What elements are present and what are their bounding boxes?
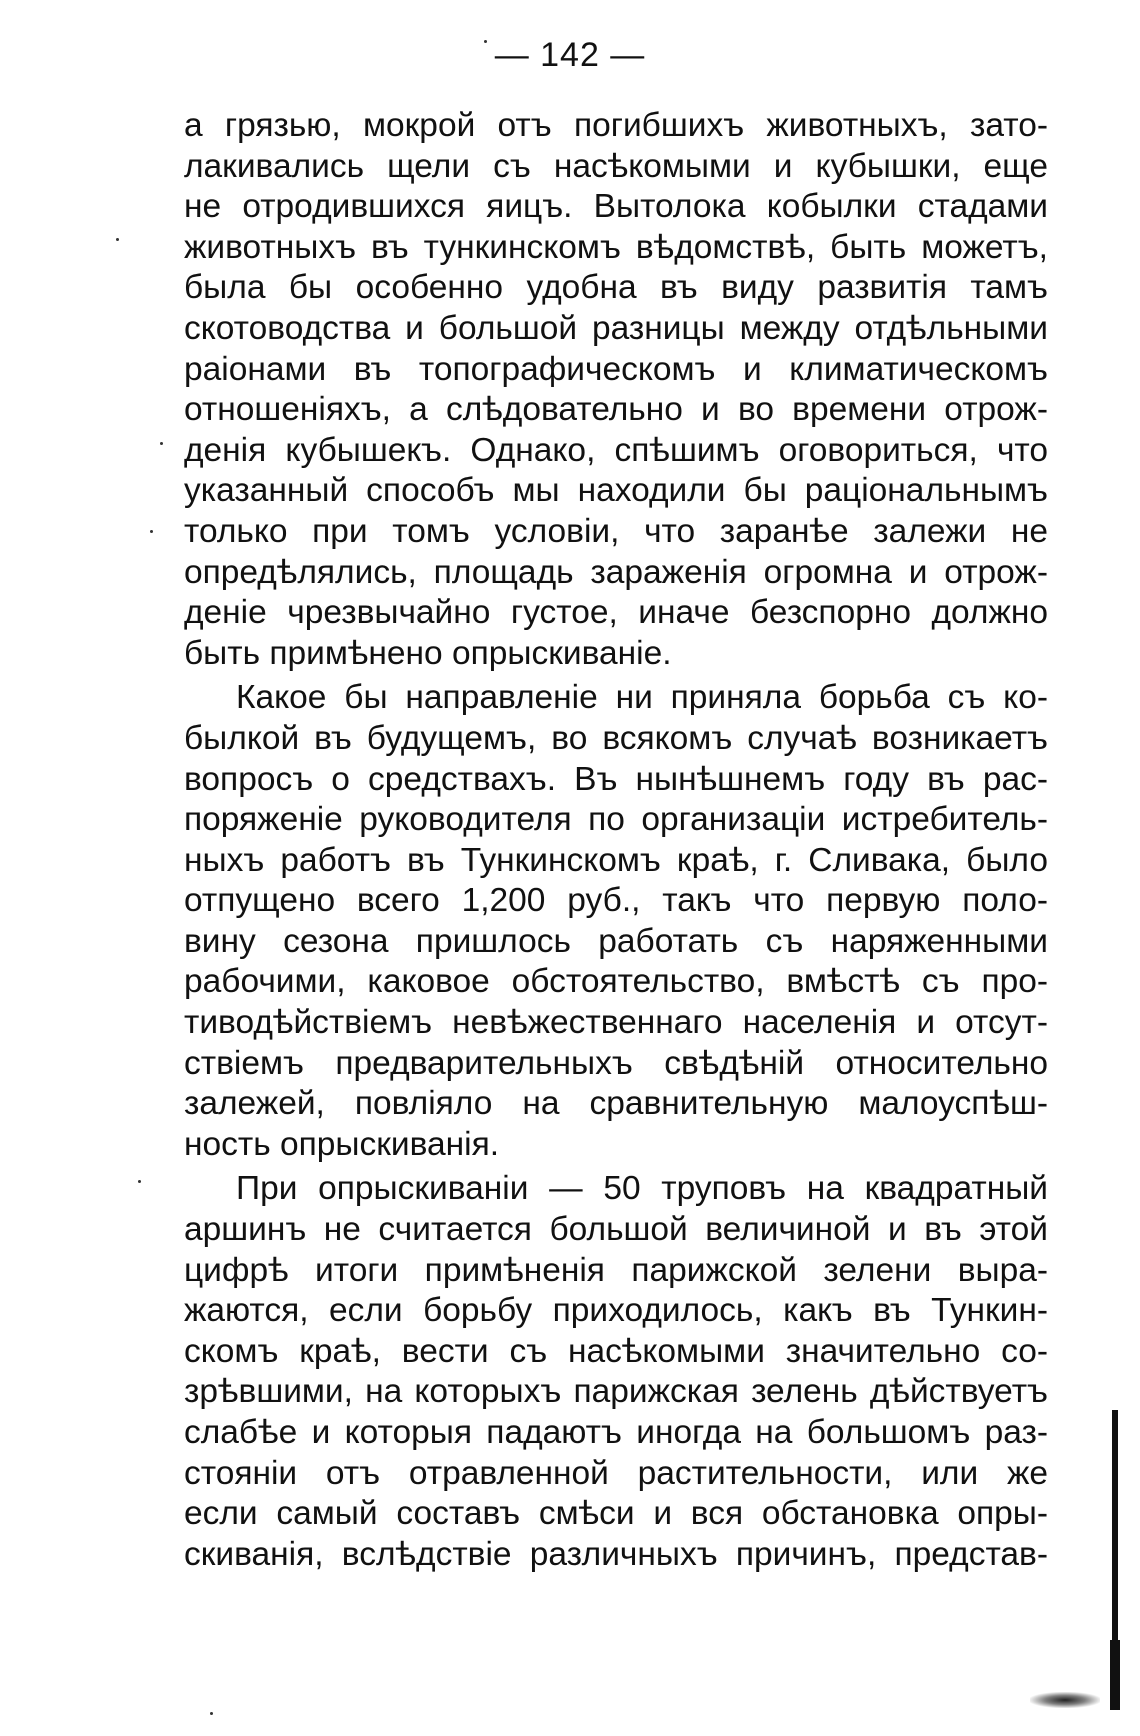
text-line: скомъ краѣ, вести съ насѣкомыми значительно со- — [184, 1332, 1048, 1370]
scan-edge-shadow — [1110, 1640, 1120, 1710]
text-line: скотоводства и большой разницы между отдѣльными — [184, 309, 1048, 347]
scan-smudge — [1030, 1692, 1100, 1708]
text-line: опредѣлялись, площадь зараженія огромна и отрож- — [184, 553, 1048, 591]
scan-speck — [160, 442, 163, 445]
text-line: ныхъ работъ въ Тункинскомъ краѣ, г. Сливака, было — [184, 841, 1048, 879]
page-number: — 142 — — [494, 36, 646, 74]
text-line: животныхъ въ тункинскомъ вѣдомствѣ, быть можетъ, — [184, 228, 1048, 266]
text-line: При опрыскиваніи — 50 труповъ на квадратный — [236, 1170, 1048, 1208]
text-line: жаются, если борьбу приходилось, какъ въ Тункин- — [184, 1292, 1048, 1330]
scan-speck — [138, 1180, 141, 1183]
scan-speck — [210, 1712, 213, 1715]
text-line: скиванія, вслѣдствіе различныхъ причинъ, представ- — [184, 1535, 1048, 1573]
scan-speck — [484, 40, 487, 43]
text-line: быть примѣнено опрыскиваніе. — [184, 634, 672, 672]
text-line: только при томъ условіи, что заранѣе залежи не — [184, 512, 1048, 550]
scan-speck — [116, 238, 119, 241]
text-line: аршинъ не считается большой величиной и въ этой — [184, 1211, 1048, 1249]
text-line: зрѣвшими, на которыхъ парижская зелень дѣйствуетъ — [184, 1373, 1048, 1411]
text-line: цифрѣ итоги примѣненія парижской зелени выра- — [184, 1251, 1048, 1289]
text-line: вопросъ о средствахъ. Въ нынѣшнемъ году въ рас- — [184, 760, 1048, 798]
text-line: рабочими, каковое обстоятельство, вмѣстѣ съ про- — [184, 963, 1048, 1001]
paragraph-1 — [184, 106, 1048, 674]
paragraph-2 — [184, 678, 1048, 1165]
text-line: залежей, повліяло на сравнительную малоуспѣш- — [184, 1085, 1048, 1123]
text-line: стояніи отъ отравленной растительности, или же — [184, 1454, 1048, 1492]
text-line: раіонами въ топографическомъ и климатическомъ — [184, 350, 1048, 388]
text-line: отношеніяхъ, а слѣдовательно и во времени отрож- — [184, 391, 1048, 429]
text-line: была бы особенно удобна въ виду развитія тамъ — [184, 269, 1048, 307]
text-line: если самый составъ смѣси и вся обстановка опры- — [184, 1495, 1048, 1533]
text-line: вину сезона пришлось работать съ наряженными — [184, 922, 1048, 960]
text-line: ность опрыскиванія. — [184, 1125, 500, 1163]
text-line: отпущено всего 1,200 руб., такъ что первую поло- — [184, 882, 1048, 920]
text-line: лакивались щели съ насѣкомыми и кубышки, еще — [184, 147, 1048, 185]
text-line: слабѣе и которыя падаютъ иногда на большомъ раз- — [184, 1414, 1048, 1451]
body-text — [184, 106, 1048, 1575]
text-line: поряженіе руководителя по организаціи истребитель- — [184, 801, 1048, 839]
text-line: былкой въ будущемъ, во всякомъ случаѣ возникаетъ — [184, 719, 1048, 757]
text-line: указанный способъ мы находили бы раціональнымъ — [184, 472, 1048, 510]
text-line: тиводѣйствіемъ невѣжественнаго населенія и отсут- — [184, 1004, 1048, 1042]
text-line: Какое бы направленіе ни приняла борьба съ ко- — [236, 679, 1048, 717]
text-line: деніе чрезвычайно густое, иначе безспорно должно — [184, 594, 1048, 632]
text-line: денія кубышекъ. Однако, спѣшимъ оговориться, что — [184, 431, 1048, 469]
paragraph-3 — [184, 1169, 1048, 1575]
text-line: не отродившихся яицъ. Вытолока кобылки стадами — [184, 188, 1048, 226]
scan-speck — [150, 530, 153, 533]
text-line: а грязью, мокрой отъ погибшихъ животныхъ, зато- — [184, 107, 1048, 144]
text-line: ствіемъ предварительныхъ свѣдѣній относительно — [184, 1044, 1048, 1082]
